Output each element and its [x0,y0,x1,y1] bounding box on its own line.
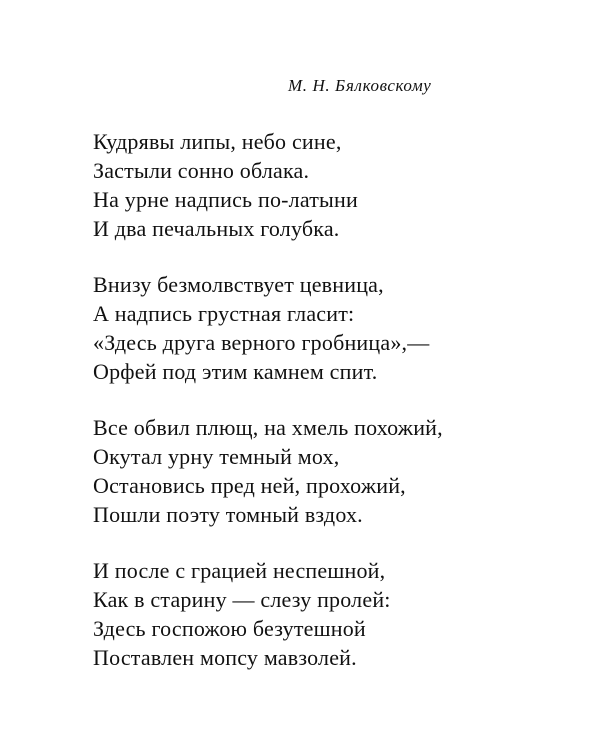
dedication: М. Н. Бялковскому [288,76,432,95]
poem-line: А надпись грустная гласит: [93,301,355,326]
poem-line: И два печальных голубка. [93,216,340,241]
poem-line: Остановись пред ней, прохожий, [93,473,406,498]
poem-line: И после с грацией неспешной, [93,558,386,583]
poem-line: На урне надпись по-латыни [93,187,358,212]
poem-line: Застыли сонно облака. [93,158,310,183]
poem-line: Пошли поэту томный вздох. [93,502,363,527]
poem-line: Внизу безмолвствует цевница, [93,272,384,297]
stanza [93,270,593,386]
poem [93,127,593,699]
poem-line: Орфей под этим камнем спит. [93,359,378,384]
poem-line: Как в старину — слезу пролей: [93,587,391,612]
poem-line: Поставлен мопсу мавзолей. [93,645,357,670]
poem-line: Здесь госпожою безутешной [93,616,366,641]
poem-line: Все обвил плющ, на хмель похожий, [93,415,443,440]
stanza [93,127,593,243]
poem-line: Окутал урну темный мох, [93,444,340,469]
stanza [93,413,593,529]
poem-line: Кудрявы липы, небо сине, [93,129,342,154]
poem-line: «Здесь друга верного гробница»,— [93,330,430,355]
stanza [93,556,593,672]
